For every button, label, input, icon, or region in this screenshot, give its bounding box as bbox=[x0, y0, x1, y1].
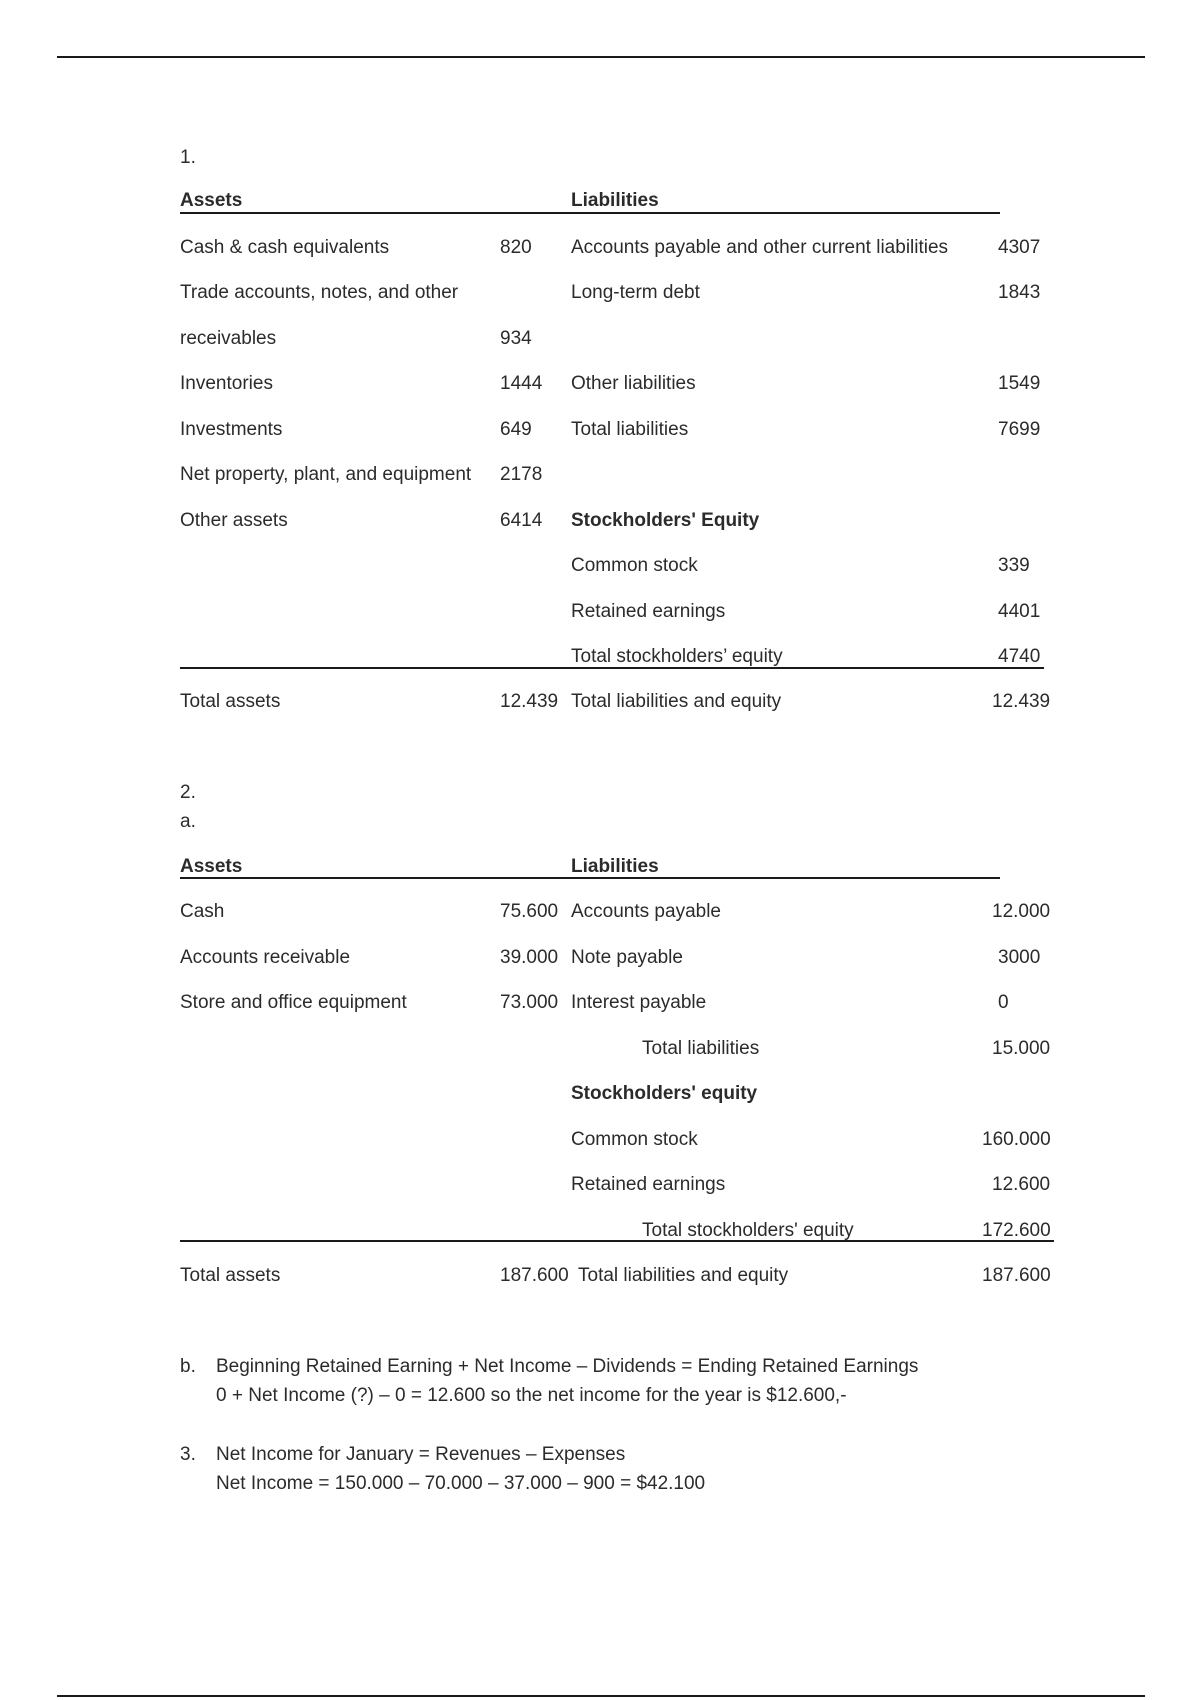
s1-total-assets-value: 12.439 bbox=[500, 691, 559, 712]
s2-asset-label: Accounts receivable bbox=[180, 947, 351, 968]
s1-equity-value: 339 bbox=[998, 555, 1030, 576]
s2-total-rule bbox=[180, 1240, 1054, 1242]
section-3-line-1: Net Income for January = Revenues – Expenses bbox=[216, 1444, 626, 1465]
s2-asset-value: 39.000 bbox=[500, 947, 559, 968]
s1-asset-value: 6414 bbox=[500, 510, 543, 531]
s2-liability-label: Interest payable bbox=[571, 992, 707, 1013]
s2-total-assets-label: Total assets bbox=[180, 1265, 281, 1286]
s2-asset-label: Store and office equipment bbox=[180, 992, 407, 1013]
s1-asset-label: receivables bbox=[180, 328, 277, 349]
s1-asset-value: 1444 bbox=[500, 373, 543, 394]
s1-liabilities-header: Liabilities bbox=[571, 190, 659, 211]
s1-asset-label: Investments bbox=[180, 419, 283, 440]
s1-asset-value: 649 bbox=[500, 419, 532, 440]
s1-liability-label: Accounts payable and other current liabilities bbox=[571, 237, 949, 258]
s2-total-equity-label: Total stockholders' equity bbox=[642, 1220, 854, 1241]
s2-assets-header: Assets bbox=[180, 856, 243, 877]
s2-total-liabilities-label: Total liabilities bbox=[642, 1038, 760, 1059]
s2-equity-label: Common stock bbox=[571, 1129, 698, 1150]
s1-liability-label: Long-term debt bbox=[571, 282, 700, 303]
s1-equity-label: Total stockholders’ equity bbox=[571, 646, 783, 667]
section-1-number: 1. bbox=[180, 147, 196, 168]
s2-total-liabilities-value: 15.000 bbox=[992, 1038, 1051, 1059]
s2-asset-label: Cash bbox=[180, 901, 225, 922]
s1-liability-value: 4307 bbox=[998, 237, 1041, 258]
s1-asset-label: Other assets bbox=[180, 510, 288, 531]
section-2b-line-1: Beginning Retained Earning + Net Income – Dividends = Ending Retained Earnings bbox=[216, 1356, 919, 1377]
s1-header-rule bbox=[180, 212, 1000, 214]
footer-rule bbox=[57, 1695, 1145, 1697]
s2-liabilities-header: Liabilities bbox=[571, 856, 659, 877]
s2-asset-value: 75.600 bbox=[500, 901, 559, 922]
s1-equity-value: 4740 bbox=[998, 646, 1041, 667]
s1-liability-value: 1549 bbox=[998, 373, 1041, 394]
s1-asset-label: Net property, plant, and equipment bbox=[180, 464, 472, 485]
section-2b-line-2: 0 + Net Income (?) – 0 = 12.600 so the net income for the year is $12.600,- bbox=[216, 1385, 847, 1406]
s1-asset-value: 820 bbox=[500, 237, 532, 258]
s1-liability-value: 7699 bbox=[998, 419, 1041, 440]
s1-asset-label: Trade accounts, notes, and other bbox=[180, 282, 459, 303]
s1-asset-value: 2178 bbox=[500, 464, 543, 485]
s1-assets-header: Assets bbox=[180, 190, 243, 211]
s1-asset-label: Cash & cash equivalents bbox=[180, 237, 390, 258]
s2-total-equity-value: 172.600 bbox=[982, 1220, 1051, 1241]
section-2a-marker: a. bbox=[180, 811, 196, 832]
s1-total-assets-label: Total assets bbox=[180, 691, 281, 712]
s1-liability-label: Total liabilities bbox=[571, 419, 689, 440]
s2-total-assets-value: 187.600 bbox=[500, 1265, 569, 1286]
s1-equity-label: Retained earnings bbox=[571, 601, 726, 622]
s2-equity-header: Stockholders' equity bbox=[571, 1083, 758, 1104]
s2-liability-value: 3000 bbox=[998, 947, 1041, 968]
s1-equity-value: 4401 bbox=[998, 601, 1041, 622]
s2-asset-value: 73.000 bbox=[500, 992, 559, 1013]
s1-total-rule bbox=[180, 667, 1044, 669]
s1-asset-value: 934 bbox=[500, 328, 532, 349]
s1-asset-label: Inventories bbox=[180, 373, 273, 394]
s2-liability-value: 12.000 bbox=[992, 901, 1051, 922]
s2-equity-value: 160.000 bbox=[982, 1129, 1051, 1150]
s2-equity-value: 12.600 bbox=[992, 1174, 1051, 1195]
s2-equity-label: Retained earnings bbox=[571, 1174, 726, 1195]
s2-liability-value: 0 bbox=[998, 992, 1009, 1013]
s2-liability-label: Note payable bbox=[571, 947, 683, 968]
section-2-number: 2. bbox=[180, 782, 196, 803]
s2-liability-label: Accounts payable bbox=[571, 901, 721, 922]
s2-header-rule bbox=[180, 877, 1000, 879]
section-2b-marker: b. bbox=[180, 1356, 196, 1377]
section-3-marker: 3. bbox=[180, 1444, 196, 1465]
s1-liability-label: Other liabilities bbox=[571, 373, 696, 394]
section-3-line-2: Net Income = 150.000 – 70.000 – 37.000 – 900 = $42.100 bbox=[216, 1473, 706, 1494]
s1-liability-value: 1843 bbox=[998, 282, 1041, 303]
s1-total-le-value: 12.439 bbox=[992, 691, 1051, 712]
s1-equity-header: Stockholders' Equity bbox=[571, 510, 760, 531]
s1-equity-label: Common stock bbox=[571, 555, 698, 576]
header-rule bbox=[57, 56, 1145, 58]
s1-total-le-label: Total liabilities and equity bbox=[571, 691, 782, 712]
s2-total-le-value: 187.600 bbox=[982, 1265, 1051, 1286]
s2-total-le-label: Total liabilities and equity bbox=[578, 1265, 789, 1286]
